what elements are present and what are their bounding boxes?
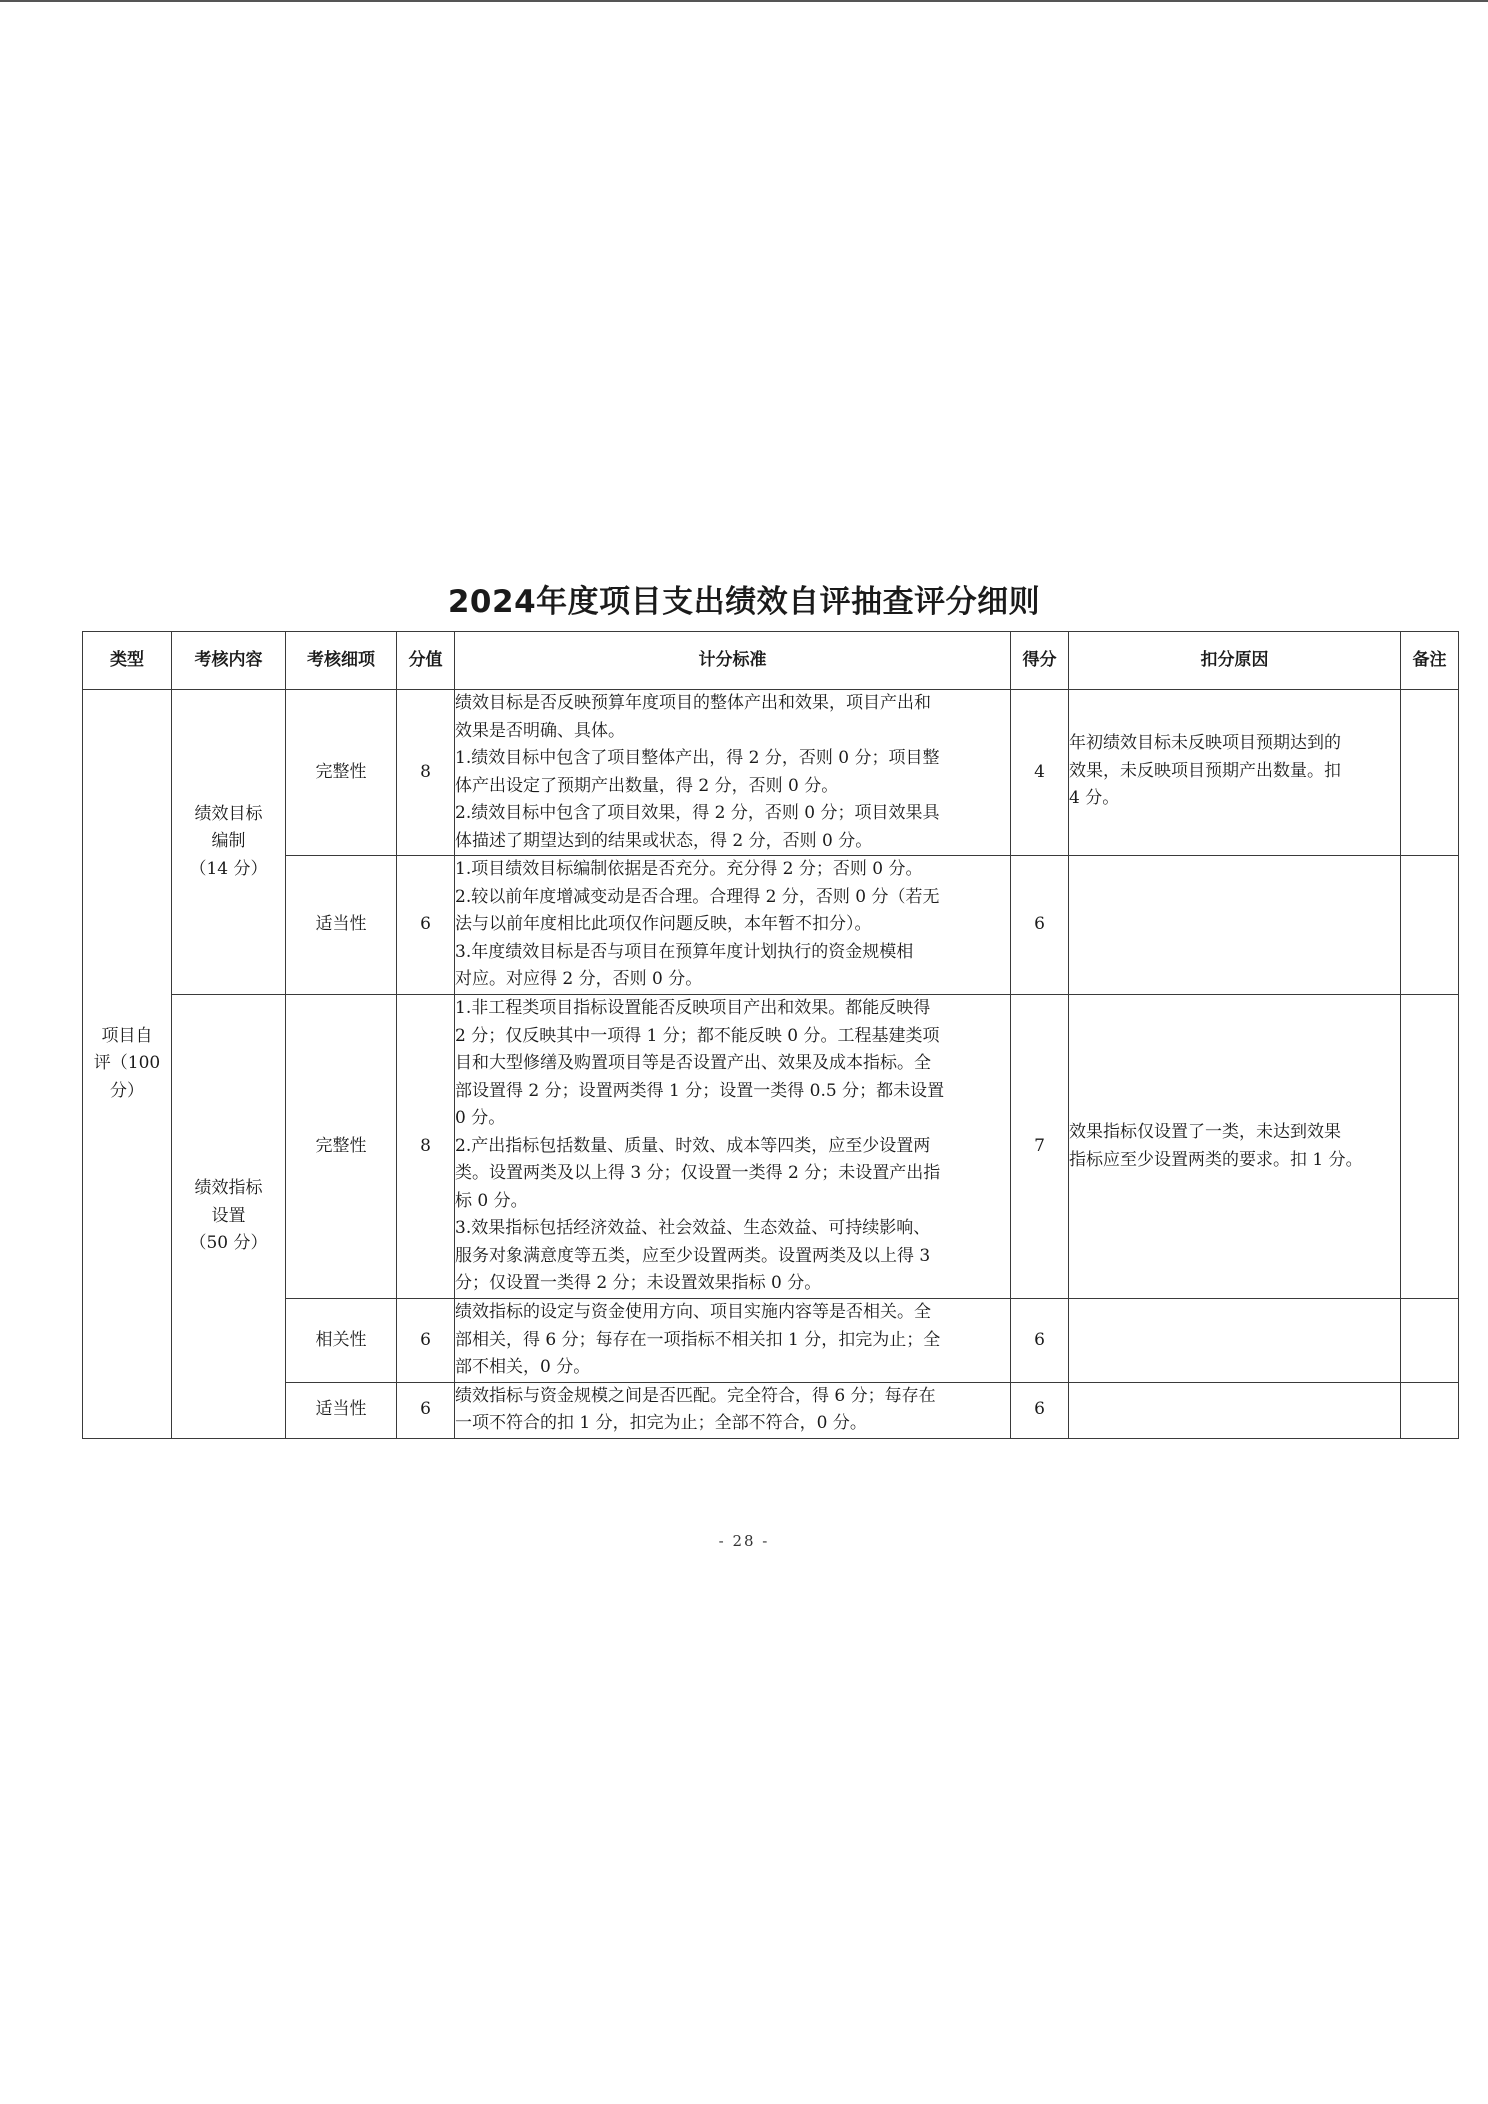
table-header-row <box>83 632 1459 690</box>
criteria-line: 部相关，得 6 分；每存在一项指标不相关扣 1 分，扣完为止；全 <box>455 1329 941 1350</box>
reason-line: 年初绩效目标未反映项目预期达到的 <box>1069 733 1341 753</box>
criteria-line: 2.产出指标包括数量、质量、时效、成本等四类，应至少设置两 <box>455 1135 931 1156</box>
item-cell: 相关性 <box>286 1299 397 1383</box>
criteria-line: 2.较以前年度增减变动是否合理。合理得 2 分，否则 0 分（若无 <box>455 886 940 907</box>
category-line: 项目自 <box>101 1025 153 1046</box>
group-line: （14 分） <box>189 858 268 879</box>
criteria-line: 类。设置两类及以上得 3 分；仅设置一类得 2 分；未设置产出指 <box>455 1163 941 1183</box>
reason-line: 4 分。 <box>1069 788 1120 808</box>
header-type: 类型 <box>83 632 172 690</box>
group-line: 编制 <box>211 831 246 852</box>
points-cell: 6 <box>397 1299 455 1383</box>
header-item: 考核细项 <box>286 632 397 690</box>
criteria-line: 部设置得 2 分；设置两类得 1 分；设置一类得 0.5 分；都未设置 <box>455 1080 945 1101</box>
group-line: 绩效目标 <box>194 803 263 824</box>
points-cell: 6 <box>397 856 455 995</box>
reason-line: 效果指标仅设置了一类，未达到效果 <box>1069 1122 1341 1142</box>
score-cell: 4 <box>1011 690 1069 856</box>
remarks-cell <box>1401 1299 1459 1383</box>
criteria-line: 体描述了期望达到的结果或状态，得 2 分，否则 0 分。 <box>455 830 873 851</box>
criteria-line: 3.效果指标包括经济效益、社会效益、生态效益、可持续影响、 <box>455 1218 931 1238</box>
criteria-line: 目和大型修缮及购置项目等是否设置产出、效果及成本指标。全 <box>455 1053 931 1073</box>
reason-cell <box>1069 856 1401 995</box>
category-line: 分） <box>110 1080 144 1101</box>
criteria-line: 2.绩效目标中包含了项目效果，得 2 分，否则 0 分；项目效果具 <box>455 803 940 823</box>
points-cell: 8 <box>397 995 455 1299</box>
criteria-line: 1.绩效目标中包含了项目整体产出，得 2 分，否则 0 分；项目整 <box>455 748 940 768</box>
reason-line: 效果，未反映项目预期产出数量。扣 <box>1069 760 1341 781</box>
header-remarks: 备注 <box>1401 632 1459 690</box>
table-row <box>83 690 1459 856</box>
remarks-cell <box>1401 856 1459 995</box>
item-cell: 适当性 <box>286 1382 397 1438</box>
criteria-line: 标 0 分。 <box>455 1190 528 1211</box>
criteria-cell <box>455 856 1011 995</box>
category-cell <box>83 690 172 1439</box>
criteria-line: 3.年度绩效目标是否与项目在预算年度计划执行的资金规模相 <box>455 941 914 962</box>
criteria-line: 分；仅设置一类得 2 分；未设置效果指标 0 分。 <box>455 1273 822 1293</box>
header-deduction-reason: 扣分原因 <box>1069 632 1401 690</box>
criteria-line: 绩效目标是否反映预算年度项目的整体产出和效果，项目产出和 <box>455 693 931 713</box>
criteria-line: 0 分。 <box>455 1108 506 1128</box>
reason-cell <box>1069 690 1401 856</box>
item-cell: 完整性 <box>286 995 397 1299</box>
group-line: （50 分） <box>189 1233 268 1253</box>
reason-cell <box>1069 1299 1401 1383</box>
criteria-line: 绩效指标的设定与资金使用方向、项目实施内容等是否相关。全 <box>455 1302 931 1322</box>
criteria-line: 1.项目绩效目标编制依据是否充分。充分得 2 分；否则 0 分。 <box>455 859 923 879</box>
criteria-cell <box>455 1299 1011 1383</box>
criteria-line: 对应。对应得 2 分，否则 0 分。 <box>455 969 703 989</box>
points-cell: 6 <box>397 1382 455 1438</box>
table-row <box>83 1299 1459 1383</box>
criteria-cell <box>455 1382 1011 1438</box>
remarks-cell <box>1401 1382 1459 1438</box>
header-score: 得分 <box>1011 632 1069 690</box>
document-title: 2024年度项目支出绩效自评抽查评分细则 <box>447 584 1041 620</box>
criteria-line: 法与以前年度相比此项仅作问题反映，本年暂不扣分）。 <box>455 914 872 934</box>
criteria-line: 服务对象满意度等五类，应至少设置两类。设置两类及以上得 3 <box>455 1245 931 1266</box>
remarks-cell <box>1401 690 1459 856</box>
points-cell: 8 <box>397 690 455 856</box>
header-criteria: 计分标准 <box>455 632 1011 690</box>
page-top-border <box>0 0 1488 2</box>
criteria-line: 效果是否明确、具体。 <box>455 720 625 741</box>
page-number: - 28 - <box>718 1532 770 1550</box>
reason-cell <box>1069 995 1401 1299</box>
header-points: 分值 <box>397 632 455 690</box>
score-cell: 6 <box>1011 1382 1069 1438</box>
criteria-line: 1.非工程类项目指标设置能否反映项目产出和效果。都能反映得 <box>455 998 931 1018</box>
table-row <box>83 856 1459 995</box>
remarks-cell <box>1401 995 1459 1299</box>
criteria-line: 绩效指标与资金规模之间是否匹配。完全符合，得 6 分；每存在 <box>455 1385 936 1406</box>
criteria-cell <box>455 690 1011 856</box>
category-line: 评（100 <box>93 1053 161 1073</box>
score-cell: 7 <box>1011 995 1069 1299</box>
score-cell: 6 <box>1011 856 1069 995</box>
reason-line: 指标应至少设置两类的要求。扣 1 分。 <box>1069 1149 1363 1170</box>
header-content: 考核内容 <box>172 632 286 690</box>
criteria-cell <box>455 995 1011 1299</box>
item-cell: 完整性 <box>286 690 397 856</box>
criteria-line: 2 分；仅反映其中一项得 1 分；都不能反映 0 分。工程基建类项 <box>455 1025 940 1046</box>
group-line: 设置 <box>211 1205 246 1226</box>
reason-cell <box>1069 1382 1401 1438</box>
content-group-cell <box>172 995 286 1439</box>
score-cell: 6 <box>1011 1299 1069 1383</box>
content-group-cell <box>172 690 286 995</box>
criteria-line: 体产出设定了预期产出数量，得 2 分，否则 0 分。 <box>455 775 839 796</box>
criteria-line: 部不相关，0 分。 <box>455 1357 591 1377</box>
criteria-line: 一项不符合的扣 1 分，扣完为止；全部不符合，0 分。 <box>455 1413 867 1433</box>
table-row <box>83 1382 1459 1438</box>
group-line: 绩效指标 <box>194 1178 263 1198</box>
table-row <box>83 995 1459 1299</box>
item-cell: 适当性 <box>286 856 397 995</box>
scoring-table <box>82 631 1459 1439</box>
